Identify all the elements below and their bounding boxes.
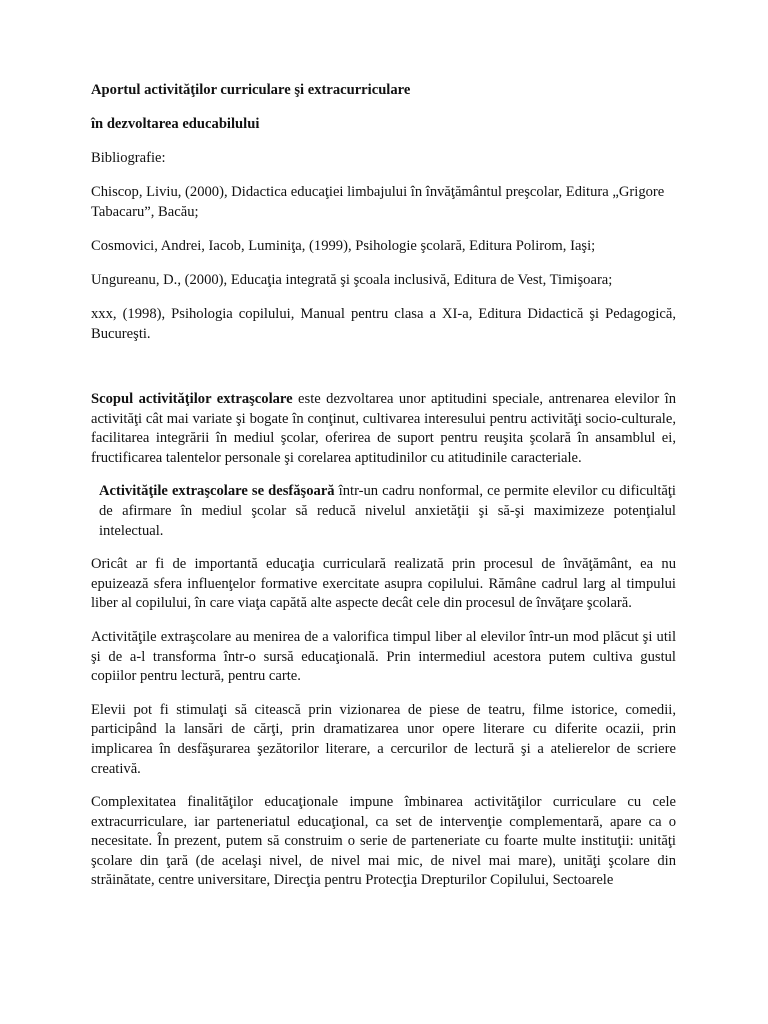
- bibliography-reference: Ungureanu, D., (2000), Educaţia integrată şi şcoala inclusivă, Editura de Vest, Timişoara;: [91, 272, 613, 288]
- bibliography-reference: Cosmovici, Andrei, Iacob, Luminiţa, (1999), Psihologie şcolară, Editura Polirom, Iaşi;: [91, 238, 596, 254]
- body-paragraph: [91, 390, 676, 468]
- bibliography-reference: xxx, (1998), Psihologia copilului, Manual pentru clasa a XI-a, Editura Didactică şi Pedagogică, Bucureşti.: [91, 306, 676, 342]
- paragraph-text: Activităţile extraşcolare au menirea de a valorifica timpul liber al elevilor într-un mod plăcut şi util şi de a-l transforma într-o sursă educaţională. Prin intermediul acestora putem cultiva gustul copiilor pentru lectură, pentru carte.: [91, 628, 676, 685]
- body-paragraph: [91, 701, 676, 779]
- paragraph-text: Complexitatea finalităţilor educaţionale impune îmbinarea activităţilor curriculare cu cele extracurriculare, iar parteneriatul educaţional, ca set de intervenţie complementară, apare ca o necesitate. În prezent, putem să construim o serie de parteneriate cu foarte multe instituţii: unităţi şcolare din ţară (de acelaşi nivel, de nivel mai mic, de nivel mai mare), unităţi şcolare din străinătate, centre universitare, Direcţia pentru Protecţia Drepturilor Copilului, Sectoarele: [91, 794, 676, 889]
- paragraph-lead-bold: Activităţile extraşcolare se desfăşoară: [99, 483, 335, 500]
- bibliography-heading: Bibliografie:: [91, 150, 166, 166]
- bibliography-reference-continuation: Tabacaru”, Bacău;: [91, 204, 199, 220]
- body-paragraph: [91, 482, 676, 541]
- document-title-line-1: Aportul activităţilor curriculare şi extracurriculare: [91, 82, 411, 98]
- paragraph-text: într-un cadru nonformal, ce permite elevilor cu dificultăţi de afirmare în mediul şcolar să reducă nivelul anxietăţii şi să-şi maximizeze potenţialul intelectual.: [99, 483, 676, 539]
- paragraph-lead-bold: Scopul activităţilor extraşcolare: [91, 391, 293, 407]
- body-paragraph: [91, 628, 676, 687]
- paragraph-text: Elevii pot fi stimulaţi să citească prin vizionarea de piese de teatru, filme istorice, comedii, participând la lansări de cărţi, prin dramatizarea unor opere literare cu diferite ocazii, prin implicarea în desfăşurarea şezătorilor literare, a cercurilor de lectură şi a atelierelor de scriere creativă.: [91, 701, 676, 777]
- section-spacer: [91, 358, 676, 390]
- bibliography-reference: Chiscop, Liviu, (2000), Didactica educaţiei limbajului în învăţământul preşcolar, Editura „Grigore: [91, 184, 665, 200]
- paragraph-text: Oricât ar fi de importantă educaţia curriculară realizată prin procesul de învăţământ, ea nu epuizează sfera influenţelor formative exercitate asupra copilului. Rămâne cadrul larg al timpului liber al copilului, în care viaţa capătă alte aspecte decât cele din procesul de învăţare şcolară.: [91, 556, 676, 612]
- paragraph-text: este dezvoltarea unor aptitudini speciale, antrenarea elevilor în activităţi cât mai variate şi bogate în conţinut, cultivarea interesului pentru activităţi socio-culturale, facilitarea integrării în mediul şcolar, oferirea de suport pentru reuşita şcolară în ansamblul ei, fructificarea talentelor personale şi corelarea aptitudinilor cu atitudinile caracteriale.: [91, 391, 676, 466]
- document-title-line-2: în dezvoltarea educabilului: [91, 116, 260, 132]
- document-page: [91, 80, 676, 905]
- body-paragraph: [91, 555, 676, 614]
- body-paragraph: [91, 793, 676, 891]
